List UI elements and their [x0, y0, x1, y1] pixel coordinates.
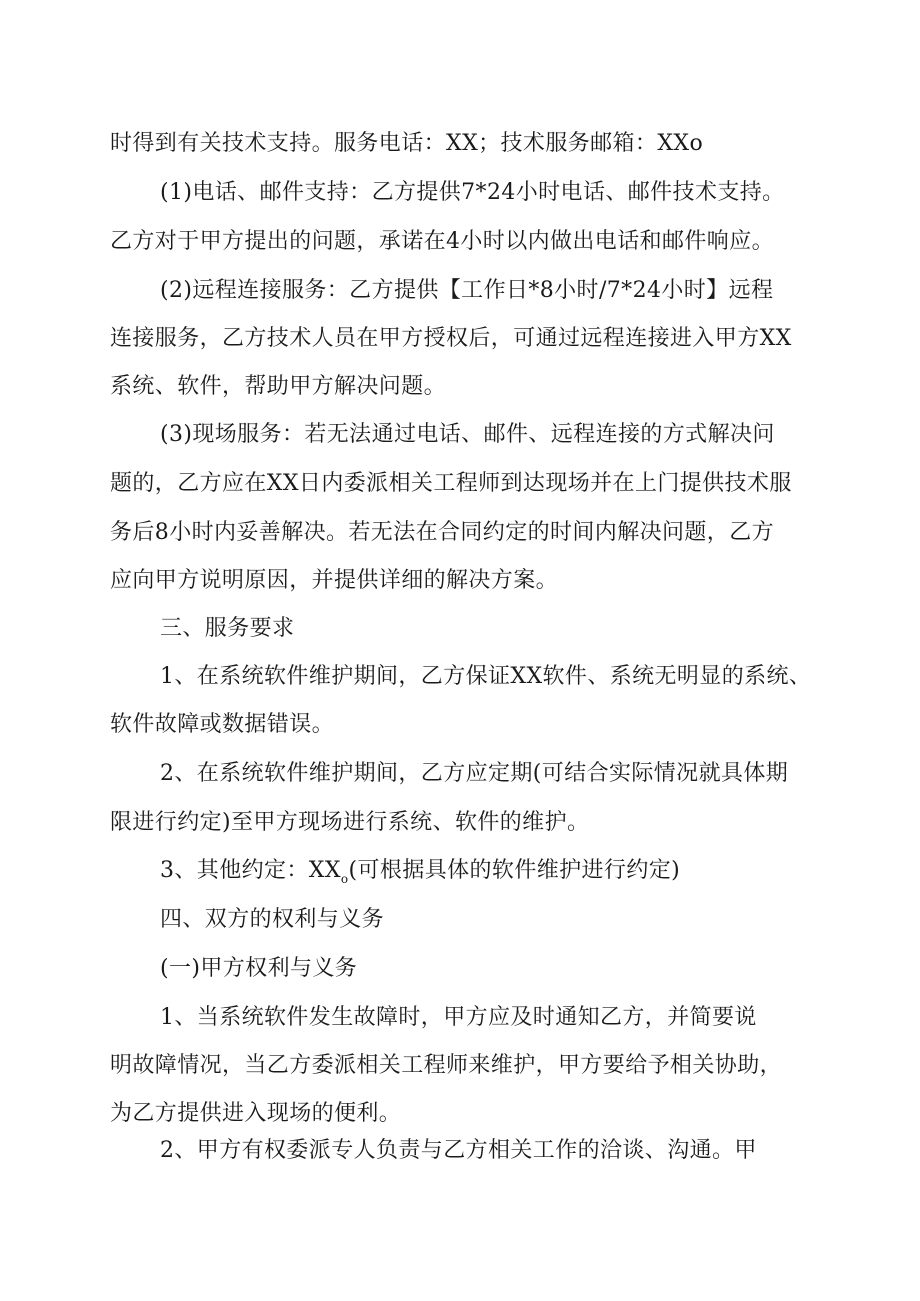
- paragraph-line: 软件故障或数据错误。: [110, 712, 335, 737]
- paragraph-line: 系统、软件，帮助甲方解决问题。: [110, 374, 447, 399]
- paragraph-line: (2)远程连接服务：乙方提供【工作日*8小时/7*24小时】远程: [160, 278, 774, 303]
- paragraph-line: 乙方对于甲方提出的问题，承诺在4小时以内做出电话和邮件响应。: [110, 229, 774, 254]
- paragraph-line: 2、甲方有权委派专人负责与乙方相关工作的洽谈、沟通。甲: [160, 1138, 757, 1163]
- paragraph-line: (3)现场服务：若无法通过电话、邮件、远程连接的方式解决问: [160, 422, 775, 447]
- section-heading: 三、服务要求: [160, 616, 295, 641]
- paragraph-line: 应向甲方说明原因，并提供详细的解决方案。: [110, 568, 559, 593]
- paragraph-text: 3、其他约定：XX: [160, 858, 341, 883]
- paragraph-line: 1、在系统软件维护期间，乙方保证XX软件、系统无明显的系统、: [160, 664, 812, 689]
- subscript-mark: o: [340, 872, 349, 886]
- paragraph-line: [160, 856, 825, 894]
- paragraph-line: 为乙方提供进入现场的便利。: [110, 1101, 402, 1126]
- paragraph-line: 连接服务，乙方技术人员在甲方授权后，可通过远程连接进入甲方XX: [110, 326, 792, 351]
- paragraph-line: 1、当系统软件发生故障时，甲方应及时通知乙方，并简要说: [160, 1005, 757, 1030]
- paragraph-line: 明故障情况，当乙方委派相关工程师来维护，甲方要给予相关协助，: [110, 1053, 783, 1078]
- paragraph-text: (可根据具体的软件维护进行约定): [348, 858, 681, 883]
- paragraph-line: 题的，乙方应在XX日内委派相关工程师到达现场并在上门提供技术服: [110, 471, 792, 496]
- paragraph-line: 限进行约定)至甲方现场进行系统、软件的维护。: [110, 810, 590, 835]
- paragraph-line: 务后8小时内妥善解决。若无法在合同约定的时间内解决问题，乙方: [110, 520, 774, 545]
- section-heading: 四、双方的权利与义务: [160, 907, 385, 932]
- subsection-heading: (一)甲方权利与义务: [160, 956, 358, 981]
- paragraph-line: 2、在系统软件维护期间，乙方应定期(可结合实际情况就具体期: [160, 761, 789, 786]
- paragraph-line: 时得到有关技术支持。服务电话：XX；技术服务邮箱：XXo: [110, 131, 704, 156]
- paragraph-line: (1)电话、邮件支持：乙方提供7*24小时电话、邮件技术支持。: [160, 180, 785, 205]
